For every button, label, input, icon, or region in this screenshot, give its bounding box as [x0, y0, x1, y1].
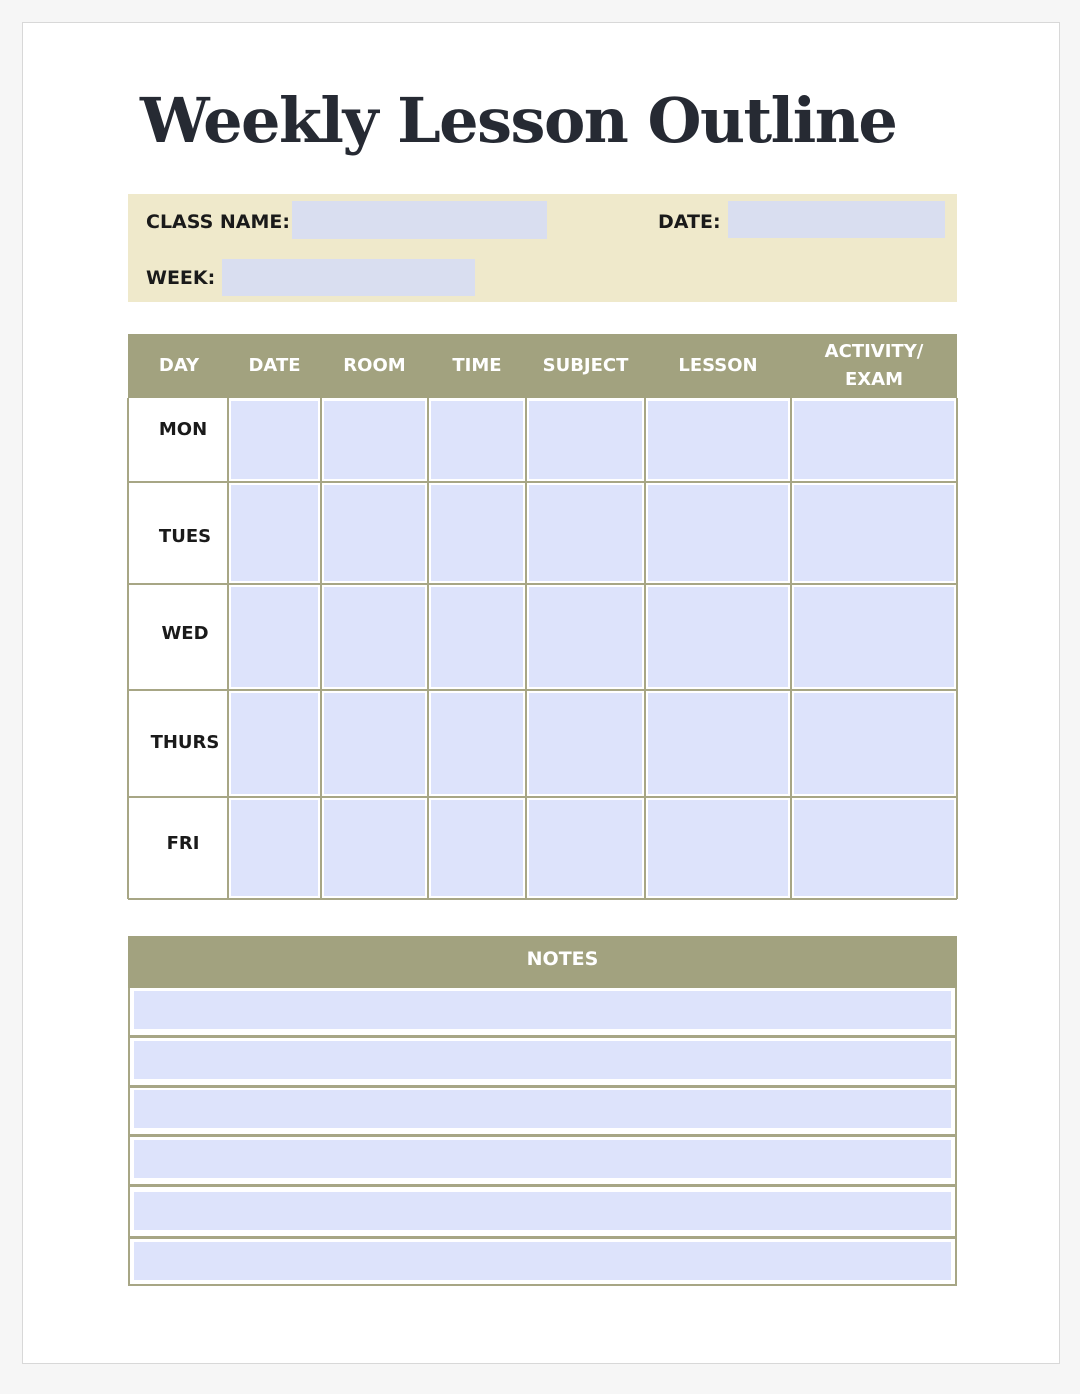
- grid-vertical-line: [320, 398, 322, 899]
- column-header-subject: SUBJECT: [542, 355, 629, 376]
- day-label-tues: TUES: [158, 526, 212, 547]
- week-field[interactable]: [222, 259, 475, 296]
- cell-wed-room[interactable]: [324, 587, 425, 687]
- grid-vertical-line: [427, 398, 429, 899]
- cell-mon-lesson[interactable]: [648, 401, 788, 479]
- cell-wed-subject[interactable]: [529, 587, 642, 687]
- cell-mon-room[interactable]: [324, 401, 425, 479]
- day-label-thurs: THURS: [150, 732, 220, 753]
- cell-mon-subject[interactable]: [529, 401, 642, 479]
- notes-separator: [130, 1236, 955, 1239]
- notes-separator: [130, 1035, 955, 1038]
- cell-tues-room[interactable]: [324, 485, 425, 581]
- cell-fri-room[interactable]: [324, 800, 425, 896]
- day-label-mon: MON: [158, 419, 208, 440]
- grid-vertical-line: [644, 398, 646, 899]
- cell-thurs-date[interactable]: [231, 693, 318, 794]
- cell-thurs-time[interactable]: [431, 693, 523, 794]
- cell-fri-activity-exam[interactable]: [794, 800, 954, 896]
- notes-line-2[interactable]: [134, 1041, 951, 1079]
- notes-line-5[interactable]: [134, 1192, 951, 1230]
- cell-mon-time[interactable]: [431, 401, 523, 479]
- column-header-room: ROOM: [343, 355, 406, 376]
- cell-fri-subject[interactable]: [529, 800, 642, 896]
- cell-tues-activity-exam[interactable]: [794, 485, 954, 581]
- class-name-label: CLASS NAME:: [146, 211, 290, 233]
- cell-fri-lesson[interactable]: [648, 800, 788, 896]
- cell-fri-time[interactable]: [431, 800, 523, 896]
- cell-fri-date[interactable]: [231, 800, 318, 896]
- cell-mon-activity-exam[interactable]: [794, 401, 954, 479]
- grid-horizontal-line: [128, 898, 957, 900]
- cell-tues-time[interactable]: [431, 485, 523, 581]
- page-title: Weekly Lesson Outline: [140, 84, 897, 157]
- cell-wed-lesson[interactable]: [648, 587, 788, 687]
- notes-line-4[interactable]: [134, 1140, 951, 1178]
- grid-vertical-line: [127, 398, 129, 899]
- notes-line-1[interactable]: [134, 991, 951, 1029]
- notes-area: [128, 988, 957, 1286]
- cell-thurs-lesson[interactable]: [648, 693, 788, 794]
- date-field[interactable]: [728, 201, 945, 238]
- cell-thurs-subject[interactable]: [529, 693, 642, 794]
- notes-line-6[interactable]: [134, 1242, 951, 1280]
- notes-separator: [130, 1184, 955, 1187]
- grid-horizontal-line: [128, 796, 957, 798]
- cell-mon-date[interactable]: [231, 401, 318, 479]
- notes-title: NOTES: [526, 948, 599, 970]
- class-name-field[interactable]: [292, 201, 547, 239]
- column-header-activity-exam: ACTIVITY/ EXAM: [824, 341, 924, 390]
- grid-vertical-line: [227, 398, 229, 899]
- day-label-fri: FRI: [166, 833, 200, 854]
- grid-vertical-line: [956, 398, 958, 899]
- day-label-wed: WED: [161, 623, 209, 644]
- column-header-day: DAY: [158, 355, 200, 376]
- grid-horizontal-line: [128, 689, 957, 691]
- cell-wed-date[interactable]: [231, 587, 318, 687]
- grid-horizontal-line: [128, 481, 957, 483]
- notes-separator: [130, 1085, 955, 1088]
- cell-thurs-room[interactable]: [324, 693, 425, 794]
- column-header-lesson: LESSON: [678, 355, 758, 376]
- notes-separator: [130, 1134, 955, 1137]
- notes-line-3[interactable]: [134, 1090, 951, 1128]
- cell-thurs-activity-exam[interactable]: [794, 693, 954, 794]
- column-header-date: DATE: [248, 355, 301, 376]
- notes-header: [128, 936, 957, 988]
- cell-tues-lesson[interactable]: [648, 485, 788, 581]
- week-label: WEEK:: [146, 267, 216, 289]
- date-label: DATE:: [658, 211, 721, 233]
- cell-tues-date[interactable]: [231, 485, 318, 581]
- cell-tues-subject[interactable]: [529, 485, 642, 581]
- cell-wed-time[interactable]: [431, 587, 523, 687]
- column-header-time: TIME: [452, 355, 502, 376]
- cell-wed-activity-exam[interactable]: [794, 587, 954, 687]
- grid-vertical-line: [790, 398, 792, 899]
- grid-horizontal-line: [128, 583, 957, 585]
- grid-vertical-line: [525, 398, 527, 899]
